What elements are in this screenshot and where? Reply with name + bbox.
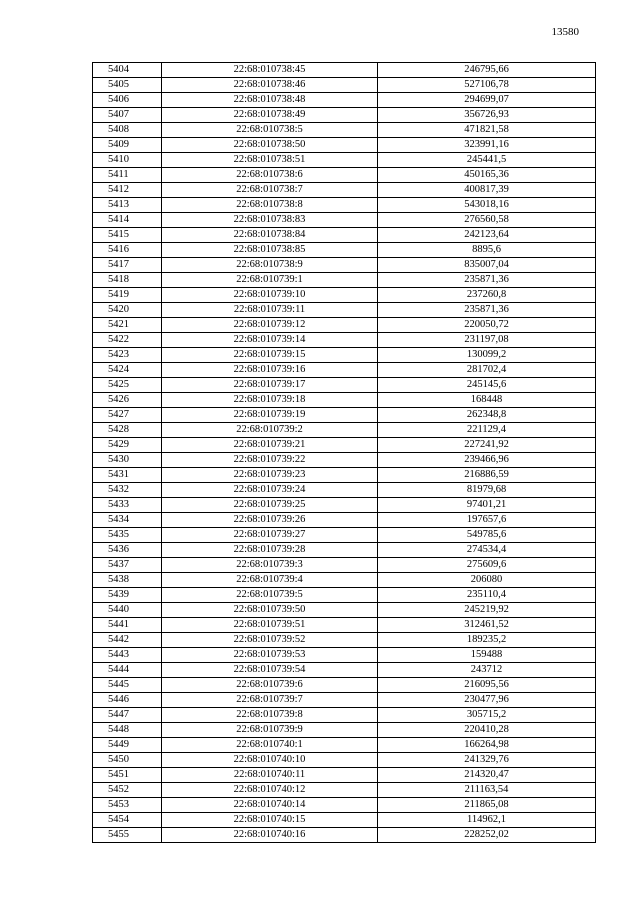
row-number-cell: 5450: [93, 753, 162, 768]
row-number-cell: 5442: [93, 633, 162, 648]
value-cell: 235871,36: [378, 273, 596, 288]
table-row: [93, 243, 596, 258]
value-cell: 305715,2: [378, 708, 596, 723]
cadastral-number-cell: 22:68:010738:50: [162, 138, 378, 153]
value-cell: 216095,56: [378, 678, 596, 693]
cadastral-number-cell: 22:68:010740:1: [162, 738, 378, 753]
table-row: [93, 303, 596, 318]
value-cell: 235110,4: [378, 588, 596, 603]
value-cell: 262348,8: [378, 408, 596, 423]
table-row: [93, 723, 596, 738]
table-row: [93, 78, 596, 93]
cadastral-number-cell: 22:68:010739:11: [162, 303, 378, 318]
table-row: [93, 63, 596, 78]
cadastral-number-cell: 22:68:010738:8: [162, 198, 378, 213]
table-row: [93, 753, 596, 768]
row-number-cell: 5419: [93, 288, 162, 303]
row-number-cell: 5405: [93, 78, 162, 93]
value-cell: 294699,07: [378, 93, 596, 108]
table-row: [93, 483, 596, 498]
row-number-cell: 5408: [93, 123, 162, 138]
value-cell: 166264,98: [378, 738, 596, 753]
table-row: [93, 93, 596, 108]
row-number-cell: 5409: [93, 138, 162, 153]
row-number-cell: 5445: [93, 678, 162, 693]
value-cell: 235871,36: [378, 303, 596, 318]
row-number-cell: 5428: [93, 423, 162, 438]
cadastral-number-cell: 22:68:010738:83: [162, 213, 378, 228]
table-row: [93, 153, 596, 168]
cadastral-number-cell: 22:68:010739:2: [162, 423, 378, 438]
row-number-cell: 5437: [93, 558, 162, 573]
table-row: [93, 738, 596, 753]
table-row: [93, 438, 596, 453]
cadastral-number-cell: 22:68:010739:21: [162, 438, 378, 453]
value-cell: 237260,8: [378, 288, 596, 303]
value-cell: 206080: [378, 573, 596, 588]
row-number-cell: 5416: [93, 243, 162, 258]
value-cell: 245219,92: [378, 603, 596, 618]
cadastral-number-cell: 22:68:010739:6: [162, 678, 378, 693]
table-row: [93, 318, 596, 333]
value-cell: 527106,78: [378, 78, 596, 93]
cadastral-number-cell: 22:68:010739:8: [162, 708, 378, 723]
value-cell: 220410,28: [378, 723, 596, 738]
value-cell: 400817,39: [378, 183, 596, 198]
table-row: [93, 138, 596, 153]
cadastral-number-cell: 22:68:010738:9: [162, 258, 378, 273]
row-number-cell: 5432: [93, 483, 162, 498]
row-number-cell: 5421: [93, 318, 162, 333]
table-row: [93, 528, 596, 543]
row-number-cell: 5425: [93, 378, 162, 393]
table-row: [93, 123, 596, 138]
cadastral-number-cell: 22:68:010738:49: [162, 108, 378, 123]
row-number-cell: 5454: [93, 813, 162, 828]
table-row: [93, 348, 596, 363]
cadastral-number-cell: 22:68:010739:17: [162, 378, 378, 393]
value-cell: 274534,4: [378, 543, 596, 558]
value-cell: 243712: [378, 663, 596, 678]
value-cell: 242123,64: [378, 228, 596, 243]
table-row: [93, 408, 596, 423]
cadastral-number-cell: 22:68:010739:3: [162, 558, 378, 573]
cadastral-number-cell: 22:68:010739:7: [162, 693, 378, 708]
row-number-cell: 5452: [93, 783, 162, 798]
table-row: [93, 198, 596, 213]
table-row: [93, 228, 596, 243]
value-cell: 221129,4: [378, 423, 596, 438]
value-cell: 211865,08: [378, 798, 596, 813]
row-number-cell: 5441: [93, 618, 162, 633]
cadastral-number-cell: 22:68:010739:28: [162, 543, 378, 558]
cadastral-number-cell: 22:68:010740:14: [162, 798, 378, 813]
row-number-cell: 5412: [93, 183, 162, 198]
cadastral-number-cell: 22:68:010740:15: [162, 813, 378, 828]
row-number-cell: 5413: [93, 198, 162, 213]
table-row: [93, 558, 596, 573]
row-number-cell: 5453: [93, 798, 162, 813]
value-cell: 189235,2: [378, 633, 596, 648]
cadastral-number-cell: 22:68:010739:12: [162, 318, 378, 333]
value-cell: 246795,66: [378, 63, 596, 78]
row-number-cell: 5449: [93, 738, 162, 753]
cadastral-number-cell: 22:68:010739:1: [162, 273, 378, 288]
value-cell: 231197,08: [378, 333, 596, 348]
cadastral-number-cell: 22:68:010738:84: [162, 228, 378, 243]
row-number-cell: 5439: [93, 588, 162, 603]
row-number-cell: 5406: [93, 93, 162, 108]
value-cell: 281702,4: [378, 363, 596, 378]
value-cell: 228252,02: [378, 828, 596, 843]
table-row: [93, 678, 596, 693]
cadastral-number-cell: 22:68:010739:26: [162, 513, 378, 528]
table-row: [93, 573, 596, 588]
table-row: [93, 423, 596, 438]
value-cell: 239466,96: [378, 453, 596, 468]
value-cell: 549785,6: [378, 528, 596, 543]
table-row: [93, 588, 596, 603]
table-row: [93, 603, 596, 618]
cadastral-number-cell: 22:68:010739:25: [162, 498, 378, 513]
value-cell: 159488: [378, 648, 596, 663]
table-row: [93, 363, 596, 378]
page-number: 13580: [551, 26, 579, 38]
table-row: [93, 498, 596, 513]
value-cell: 276560,58: [378, 213, 596, 228]
value-cell: 471821,58: [378, 123, 596, 138]
value-cell: 216886,59: [378, 468, 596, 483]
row-number-cell: 5436: [93, 543, 162, 558]
value-cell: 81979,68: [378, 483, 596, 498]
row-number-cell: 5427: [93, 408, 162, 423]
row-number-cell: 5417: [93, 258, 162, 273]
table-row: [93, 648, 596, 663]
table-row: [93, 708, 596, 723]
cadastral-number-cell: 22:68:010739:18: [162, 393, 378, 408]
row-number-cell: 5430: [93, 453, 162, 468]
cadastral-number-cell: 22:68:010740:11: [162, 768, 378, 783]
value-cell: 835007,04: [378, 258, 596, 273]
table-row: [93, 288, 596, 303]
cadastral-number-cell: 22:68:010739:4: [162, 573, 378, 588]
table-row: [93, 108, 596, 123]
value-cell: 130099,2: [378, 348, 596, 363]
cadastral-number-cell: 22:68:010739:19: [162, 408, 378, 423]
row-number-cell: 5411: [93, 168, 162, 183]
records-table: [92, 62, 596, 843]
value-cell: 211163,54: [378, 783, 596, 798]
table-row: [93, 183, 596, 198]
cadastral-number-cell: 22:68:010739:51: [162, 618, 378, 633]
cadastral-number-cell: 22:68:010738:51: [162, 153, 378, 168]
table-row: [93, 798, 596, 813]
value-cell: 275609,6: [378, 558, 596, 573]
cadastral-number-cell: 22:68:010738:7: [162, 183, 378, 198]
row-number-cell: 5418: [93, 273, 162, 288]
value-cell: 214320,47: [378, 768, 596, 783]
value-cell: 245145,6: [378, 378, 596, 393]
cadastral-number-cell: 22:68:010738:45: [162, 63, 378, 78]
row-number-cell: 5440: [93, 603, 162, 618]
table-row: [93, 618, 596, 633]
row-number-cell: 5415: [93, 228, 162, 243]
cadastral-number-cell: 22:68:010739:50: [162, 603, 378, 618]
row-number-cell: 5407: [93, 108, 162, 123]
row-number-cell: 5424: [93, 363, 162, 378]
table-row: [93, 633, 596, 648]
row-number-cell: 5448: [93, 723, 162, 738]
table-row: [93, 258, 596, 273]
row-number-cell: 5420: [93, 303, 162, 318]
value-cell: 450165,36: [378, 168, 596, 183]
cadastral-number-cell: 22:68:010740:12: [162, 783, 378, 798]
value-cell: 245441,5: [378, 153, 596, 168]
cadastral-number-cell: 22:68:010739:53: [162, 648, 378, 663]
row-number-cell: 5446: [93, 693, 162, 708]
records-table-body: [93, 63, 596, 843]
value-cell: 168448: [378, 393, 596, 408]
row-number-cell: 5433: [93, 498, 162, 513]
value-cell: 197657,6: [378, 513, 596, 528]
table-row: [93, 783, 596, 798]
value-cell: 543018,16: [378, 198, 596, 213]
cadastral-number-cell: 22:68:010739:10: [162, 288, 378, 303]
value-cell: 230477,96: [378, 693, 596, 708]
table-row: [93, 828, 596, 843]
row-number-cell: 5422: [93, 333, 162, 348]
value-cell: 114962,1: [378, 813, 596, 828]
cadastral-number-cell: 22:68:010739:52: [162, 633, 378, 648]
cadastral-number-cell: 22:68:010738:46: [162, 78, 378, 93]
row-number-cell: 5404: [93, 63, 162, 78]
value-cell: 8895,6: [378, 243, 596, 258]
row-number-cell: 5455: [93, 828, 162, 843]
row-number-cell: 5438: [93, 573, 162, 588]
cadastral-number-cell: 22:68:010738:48: [162, 93, 378, 108]
cadastral-number-cell: 22:68:010740:16: [162, 828, 378, 843]
row-number-cell: 5426: [93, 393, 162, 408]
row-number-cell: 5431: [93, 468, 162, 483]
table-row: [93, 333, 596, 348]
value-cell: 241329,76: [378, 753, 596, 768]
table-row: [93, 513, 596, 528]
row-number-cell: 5435: [93, 528, 162, 543]
cadastral-number-cell: 22:68:010739:24: [162, 483, 378, 498]
value-cell: 97401,21: [378, 498, 596, 513]
table-row: [93, 168, 596, 183]
value-cell: 227241,92: [378, 438, 596, 453]
cadastral-number-cell: 22:68:010740:10: [162, 753, 378, 768]
table-row: [93, 453, 596, 468]
cadastral-number-cell: 22:68:010739:15: [162, 348, 378, 363]
cadastral-number-cell: 22:68:010739:54: [162, 663, 378, 678]
row-number-cell: 5434: [93, 513, 162, 528]
cadastral-number-cell: 22:68:010738:6: [162, 168, 378, 183]
value-cell: 356726,93: [378, 108, 596, 123]
cadastral-number-cell: 22:68:010738:5: [162, 123, 378, 138]
row-number-cell: 5410: [93, 153, 162, 168]
row-number-cell: 5451: [93, 768, 162, 783]
table-row: [93, 273, 596, 288]
cadastral-number-cell: 22:68:010739:23: [162, 468, 378, 483]
table-row: [93, 693, 596, 708]
table-row: [93, 468, 596, 483]
cadastral-number-cell: 22:68:010739:9: [162, 723, 378, 738]
cadastral-number-cell: 22:68:010738:85: [162, 243, 378, 258]
row-number-cell: 5443: [93, 648, 162, 663]
cadastral-number-cell: 22:68:010739:5: [162, 588, 378, 603]
table-row: [93, 393, 596, 408]
row-number-cell: 5414: [93, 213, 162, 228]
table-row: [93, 213, 596, 228]
table-row: [93, 813, 596, 828]
cadastral-number-cell: 22:68:010739:14: [162, 333, 378, 348]
row-number-cell: 5447: [93, 708, 162, 723]
row-number-cell: 5444: [93, 663, 162, 678]
table-row: [93, 543, 596, 558]
row-number-cell: 5423: [93, 348, 162, 363]
table-row: [93, 663, 596, 678]
value-cell: 220050,72: [378, 318, 596, 333]
cadastral-number-cell: 22:68:010739:22: [162, 453, 378, 468]
cadastral-number-cell: 22:68:010739:27: [162, 528, 378, 543]
cadastral-number-cell: 22:68:010739:16: [162, 363, 378, 378]
value-cell: 323991,16: [378, 138, 596, 153]
table-row: [93, 768, 596, 783]
row-number-cell: 5429: [93, 438, 162, 453]
value-cell: 312461,52: [378, 618, 596, 633]
table-row: [93, 378, 596, 393]
